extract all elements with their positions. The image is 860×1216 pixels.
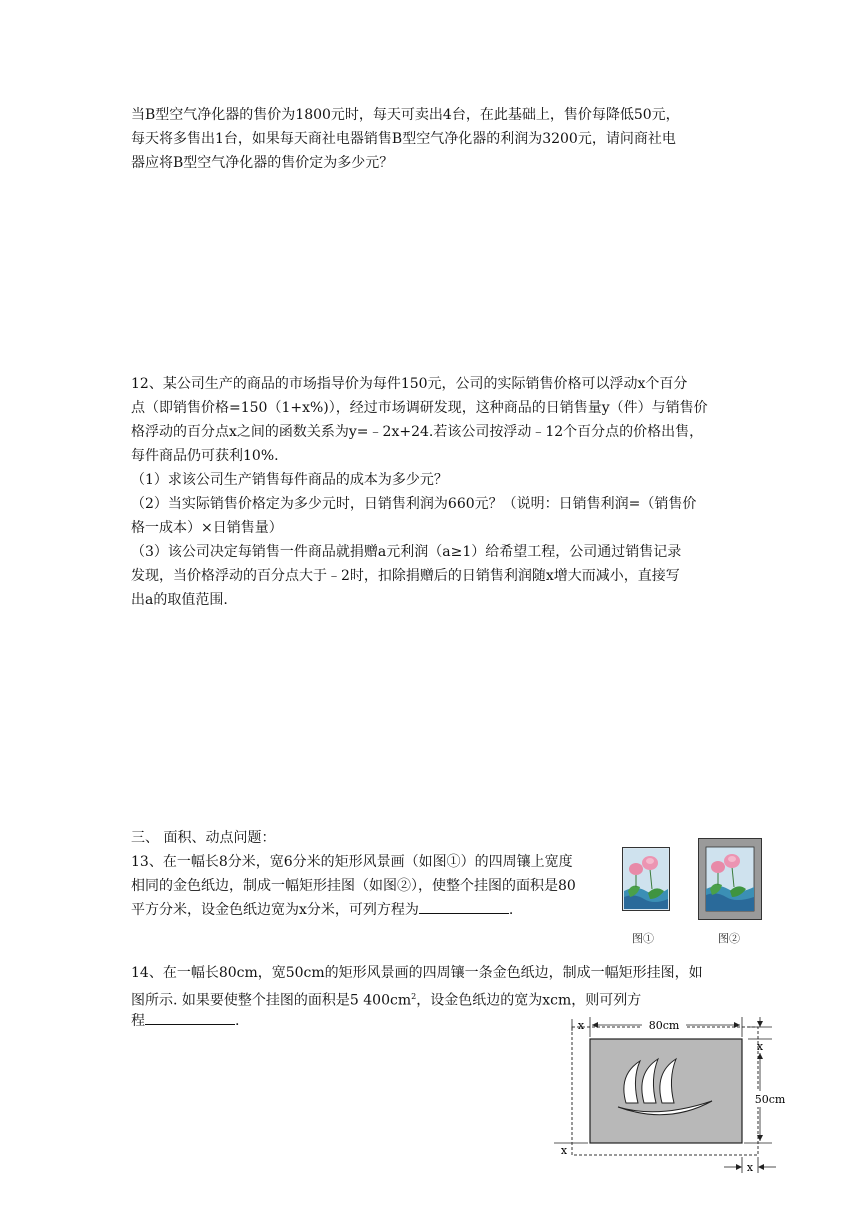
section-3-heading: 三、 面积、动点问题：: [131, 830, 276, 846]
answer-blank[interactable]: [419, 899, 509, 914]
x-label: x: [560, 1144, 568, 1157]
q13-line: 相同的金色纸边，制成一幅矩形挂图（如图②），使整个挂图的面积是80: [131, 878, 576, 894]
height-label: 50cm: [754, 1093, 786, 1106]
q12-line: 12、某公司生产的商品的市场指导价为每件150元，公司的实际销售价格可以浮动x个百分: [131, 376, 688, 392]
q14-text: ，设金色纸边的宽为xcm，则可列方: [416, 992, 642, 1009]
answer-blank[interactable]: [145, 1010, 235, 1025]
q12-line: （1）求该公司生产销售每件商品的成本为多少元？: [131, 472, 448, 488]
figure-2-label: 图②: [718, 932, 740, 945]
x-label: x: [577, 1019, 585, 1032]
x-label: x: [746, 1161, 754, 1174]
q14-period: .: [235, 1013, 240, 1029]
intro-line: 当B型空气净化器的售价为1800元时，每天可卖出4台，在此基础上，售价每降低50元，: [131, 107, 680, 123]
figure-1-label: 图①: [632, 932, 654, 945]
q12-line: 格一成本）×日销售量）: [131, 520, 283, 536]
question-13: [131, 850, 576, 922]
framed-lotus-painting-icon: [698, 838, 762, 920]
q12-line: 格浮动的百分点x之间的函数关系为y=﹣2x+24.若该公司按浮动﹣12个百分点的价格出售，: [131, 424, 704, 440]
frame-diagram: [548, 1015, 798, 1179]
q12-line: 每件商品仍可获利10%.: [131, 448, 279, 464]
lotus-painting-icon: [622, 847, 670, 911]
intro-paragraph: [131, 103, 680, 175]
q12-line: （2）当实际销售价格定为多少元时，日销售利润为660元？（说明：日销售利润=（销售价: [131, 496, 697, 512]
q14-line: 14、在一幅长80cm，宽50cm的矩形风景画的四周镶一条金色纸边，制成一幅矩形挂图，如: [131, 965, 703, 981]
x-label: x: [756, 1040, 764, 1053]
question-12: [131, 372, 708, 612]
q14-line: [131, 985, 703, 1009]
q13-line-last: [131, 898, 576, 922]
q13-period: .: [508, 902, 514, 918]
intro-line: 器应将B型空气净化器的售价定为多少元？: [131, 155, 394, 171]
q12-line: 点（即销售价格=150（1+x%)），经过市场调研发现，这种商品的日销售量y（件）与销售价: [131, 400, 708, 416]
q12-line: （3）该公司决定每销售一件商品就捐赠a元利润（a≥1）给希望工程，公司通过销售记录: [131, 544, 682, 560]
q13-line: 13、在一幅长8分米，宽6分米的矩形风景画（如图①）的四周镶上宽度: [131, 854, 573, 870]
q14-text: 程: [131, 1013, 145, 1029]
width-label: 80cm: [648, 1019, 680, 1032]
q13-text: 平方分米，设金色纸边宽为x分米，可列方程为: [131, 902, 419, 918]
q12-line: 发现，当价格浮动的百分点大于﹣2时，扣除捐赠后的日销售利润随x增大而减小，直接写: [131, 568, 680, 584]
figure-1-painting: [622, 847, 670, 915]
q12-line: 出a的取值范围.: [131, 592, 228, 608]
frame-diagram-svg: [548, 1015, 798, 1175]
intro-line: 每天将多售出1台，如果每天商社电器销售B型空气净化器的利润为3200元，请问商社电: [131, 131, 676, 147]
q14-superscript: 2: [411, 992, 417, 1001]
figure-2-framed-painting: [698, 838, 762, 924]
q14-text: 图所示. 如果要使整个挂图的面积是5 400cm: [131, 992, 412, 1009]
